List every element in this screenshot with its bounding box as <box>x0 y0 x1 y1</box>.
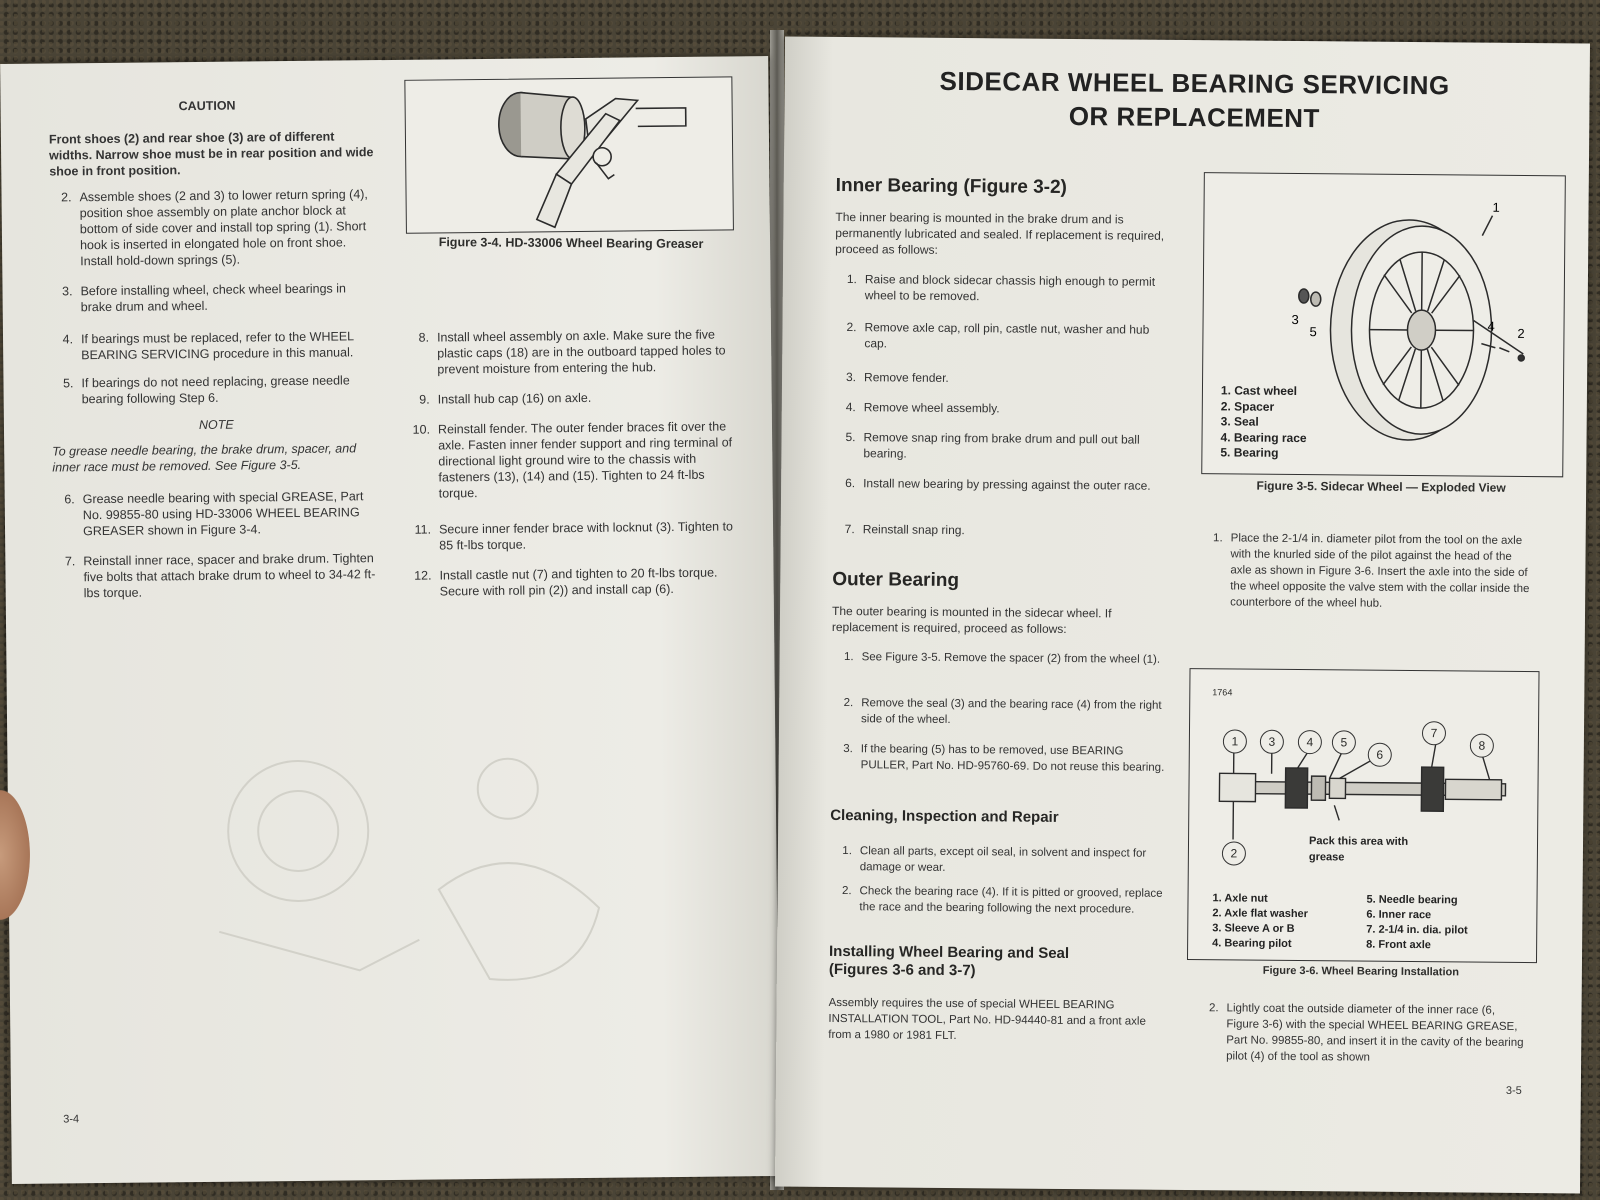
legend-item: 1. Cast wheel <box>1220 383 1298 398</box>
fig35-callout-3: 3 <box>1291 311 1299 328</box>
thumb <box>0 790 30 920</box>
figure-3-6-ref: 1764 <box>1212 687 1233 698</box>
step-item <box>834 399 1169 416</box>
step-number: 5. <box>62 376 74 391</box>
callout-5: 5 <box>1332 730 1356 754</box>
step-text: Lightly coat the outside diameter of the inner race (6, Figure 3-6) with the special WHEEL BEARING GREASE, Part No. 99855-80, and insert it in the cavity of the bearing pilot (4) of the tool as shown <box>1226 1002 1524 1064</box>
legend-item: 7. 2-1/4 in. dia. pilot <box>1366 923 1468 937</box>
step-number: 1. <box>1213 532 1223 545</box>
caution-text: Front shoes (2) and rear shoe (3) are of different widths. Narrow shoe must be in rear position and wide shoe in front position. <box>48 129 374 179</box>
step-item <box>834 429 1169 461</box>
legend-item: 3. Sleeve A or B <box>1212 922 1295 935</box>
step-number: 1. <box>846 272 857 287</box>
legend-item: 1. Axle nut <box>1212 892 1268 905</box>
cleaning-heading: Cleaning, Inspection and Repair <box>830 806 1059 826</box>
legend-item: 2. Axle flat washer <box>1212 907 1309 921</box>
step-number: 4. <box>62 332 74 347</box>
step-number: 5. <box>845 430 856 445</box>
step-text: Remove fender. <box>864 370 949 385</box>
callout-3: 3 <box>1260 730 1284 754</box>
step-text: Install wheel assembly on axle. Make sure the five plastic caps (18) are in the outboard tapped holes to prevent moisture from entering the hub. <box>436 327 726 377</box>
page-title-line1: SIDECAR WHEEL BEARING SERVICING <box>939 65 1450 101</box>
step-item <box>51 328 376 363</box>
col2-step-item <box>1197 1000 1527 1064</box>
step-item <box>53 488 378 539</box>
step-item <box>51 372 376 407</box>
step-item <box>830 883 1165 916</box>
figure-3-4-caption: Figure 3-4. HD-33006 Wheel Bearing Greaser <box>438 235 704 252</box>
step-text: Raise and block sidecar chassis high enough to permit wheel to be removed. <box>864 272 1156 304</box>
step-text: Before installing wheel, check wheel bearings in brake drum and wheel. <box>80 281 347 315</box>
wheel-bearing-greaser-illustration <box>405 77 733 232</box>
step-text: If bearings do not need replacing, grease needle bearing following Step 6. <box>81 373 350 407</box>
step-text: Assemble shoes (2 and 3) to lower return spring (4), position shoe assembly on plate anchor block at bottom of side cover and install top spring (1). Short hook is inserted in elongated hole on front shoe. Install hold-down springs (5). <box>79 187 368 269</box>
installing-text: Assembly requires the use of special WHEEL BEARING INSTALLATION TOOL, Part No. HD-94440-81 and a front axle from a 1980 or 1981 FLT. <box>828 996 1146 1043</box>
legend-item: 2. Spacer <box>1220 398 1275 414</box>
outer-bearing-heading: Outer Bearing <box>832 568 960 592</box>
step-text: Remove axle cap, roll pin, castle nut, washer and hub cap. <box>864 320 1150 351</box>
note-heading: NOTE <box>198 417 234 432</box>
step-number: 8. <box>418 330 430 345</box>
figure-3-6 <box>1187 668 1540 963</box>
outer-bearing-intro: The outer bearing is mounted in the sidecar wheel. If replacement is required, proceed as follows: <box>831 603 1112 636</box>
inner-bearing-heading: Inner Bearing (Figure 3-2) <box>835 174 1068 198</box>
step-item <box>833 475 1168 493</box>
step-item <box>831 695 1166 726</box>
step-text: Place the 2-1/4 in. diameter pilot from the tool on the axle with the knurled side of the pilot against the head of the axle as shown in Figure 3-6. Insert the axle into the side of the wheel opposite the valve stem with the collar inside the counterbore of the wheel hub. <box>1230 532 1530 610</box>
callout-8: 8 <box>1470 734 1494 758</box>
step-number: 12. <box>414 568 432 583</box>
step-item <box>408 388 740 407</box>
figure-3-4 <box>404 76 734 233</box>
step-number: 9. <box>419 392 430 407</box>
figure-3-5-caption: Figure 3-5. Sidecar Wheel — Exploded View <box>1256 478 1506 495</box>
step-number: 1. <box>843 651 854 664</box>
step-number: 3. <box>845 370 857 385</box>
step-text: If bearings must be replaced, refer to the WHEEL BEARING SERVICING procedure in this manual. <box>80 329 354 363</box>
step-text: Reinstall snap ring. <box>862 522 965 538</box>
step-number: 3. <box>843 743 853 756</box>
caution-heading: CAUTION <box>178 98 236 114</box>
step-text: If the bearing (5) has to be removed, use BEARING PULLER, Part No. HD-95760-69. Do not reuse this bearing. <box>860 743 1165 774</box>
callout-2: 2 <box>1222 841 1246 865</box>
legend-item: 4. Bearing race <box>1220 429 1307 445</box>
callout-6: 6 <box>1368 743 1392 767</box>
step-text: Remove snap ring from brake drum and pull out ball bearing. <box>863 430 1140 461</box>
legend-item: 6. Inner race <box>1366 908 1432 922</box>
step-text: Secure inner fender brace with locknut (3). Tighten to 85 ft-lbs torque. <box>438 519 734 553</box>
step-text: Reinstall inner race, spacer and brake drum. Tighten five bolts that attach brake drum to wheel to 34-42 ft-lbs torque. <box>83 551 376 601</box>
fig35-callout-4: 4 <box>1487 318 1495 334</box>
callout-1: 1 <box>1223 729 1247 753</box>
step-item <box>407 326 739 377</box>
step-number: 7. <box>64 554 76 569</box>
step-number: 6. <box>845 476 856 491</box>
step-number: 6. <box>64 492 75 507</box>
step-number: 7. <box>844 522 855 537</box>
step-item <box>50 280 375 315</box>
step-text: Remove wheel assembly. <box>863 400 1000 416</box>
step-number: 2. <box>1208 1002 1219 1015</box>
inner-bearing-intro: The inner bearing is mounted in the brake drum and is permanently lubricated and sealed. If replacement is required, proceed as follows: <box>835 209 1165 257</box>
step-text: Remove the seal (3) and the bearing race (4) from the right side of the wheel. <box>861 697 1162 726</box>
step-number: 2. <box>61 190 72 205</box>
step-number: 1. <box>842 845 852 858</box>
step-item <box>831 741 1166 774</box>
callout-7: 7 <box>1422 721 1446 745</box>
fig35-callout-5: 5 <box>1309 324 1317 340</box>
figure-3-5-legend <box>1220 383 1307 461</box>
step-number: 11. <box>414 522 432 537</box>
left-page <box>0 56 780 1184</box>
step-item <box>834 369 1169 385</box>
legend-item: 4. Bearing pilot <box>1212 937 1292 950</box>
right-page-number: 3-5 <box>1505 1084 1522 1097</box>
step-item <box>830 843 1165 874</box>
callout-4: 4 <box>1298 730 1322 754</box>
step-item <box>409 564 741 599</box>
legend-item: 8. Front axle <box>1366 938 1431 952</box>
step-number: 2. <box>841 885 852 898</box>
step-number: 10. <box>412 422 431 437</box>
step-text: See Figure 3-5. Remove the spacer (2) from the wheel (1). <box>861 651 1161 666</box>
figure-3-6-caption: Figure 3-6. Wheel Bearing Installation <box>1262 964 1460 979</box>
step-item <box>53 550 378 601</box>
fig35-callout-1: 1 <box>1492 199 1500 215</box>
step-text: Grease needle bearing with special GREASE, Part No. 99855-80 using HD-33006 WHEEL BEARING GREASER shown in Figure 3-4. <box>82 489 364 539</box>
figure-3-5 <box>1201 172 1566 477</box>
step-item <box>832 649 1167 666</box>
note-text: To grease needle bearing, the brake drum, spacer, and inner race must be removed. See Figure 3-5. <box>52 441 357 475</box>
step-item <box>833 521 1168 538</box>
step-item <box>408 418 740 501</box>
page-title-line2: OR REPLACEMENT <box>1068 100 1321 134</box>
legend-item: 5. Needle bearing <box>1366 893 1458 907</box>
step-number: 4. <box>845 400 856 415</box>
step-item <box>835 319 1170 351</box>
step-number: 3. <box>62 284 73 299</box>
step-item <box>835 271 1170 304</box>
step-text: Install castle nut (7) and tighten to 20 ft-lbs torque. Secure with roll pin (2)) and install cap (6). <box>439 565 718 599</box>
pack-grease-label: Pack this area with grease <box>1308 835 1409 863</box>
right-page <box>775 37 1590 1194</box>
step-number: 2. <box>843 697 854 710</box>
figure-3-6-legend-left <box>1212 891 1308 952</box>
legend-item: 3. Seal <box>1220 414 1259 429</box>
step-text: Install new bearing by pressing against the outer race. <box>863 476 1151 493</box>
step-item <box>49 186 374 269</box>
step-text: Clean all parts, except oil seal, in solvent and inspect for damage or wear. <box>859 845 1147 874</box>
step-text: Install hub cap (16) on axle. <box>437 390 592 407</box>
installing-heading: Installing Wheel Bearing and Seal (Figures 3-6 and 3-7) <box>828 942 1070 980</box>
figure-3-6-legend-right <box>1366 893 1468 954</box>
step-text: Check the bearing race (4). If it is pitted or grooved, replace the race and the bearing following the next procedure. <box>859 885 1163 916</box>
legend-item: 5. Bearing <box>1220 445 1279 460</box>
left-page-number: 3-4 <box>63 1113 80 1126</box>
step-text: Reinstall fender. The outer fender braces fit over the axle. Fasten inner fender support and ring terminal of directional light ground wire to the chassis with fasteners (13), (14) and (15). Tighten to 24 ft-lbs torque. <box>437 419 733 501</box>
step-item <box>409 518 741 553</box>
fig35-callout-2: 2 <box>1517 325 1525 341</box>
bleed-through-drawing <box>157 707 660 1012</box>
step-number: 2. <box>846 320 857 335</box>
col2-step-item <box>1201 530 1531 610</box>
